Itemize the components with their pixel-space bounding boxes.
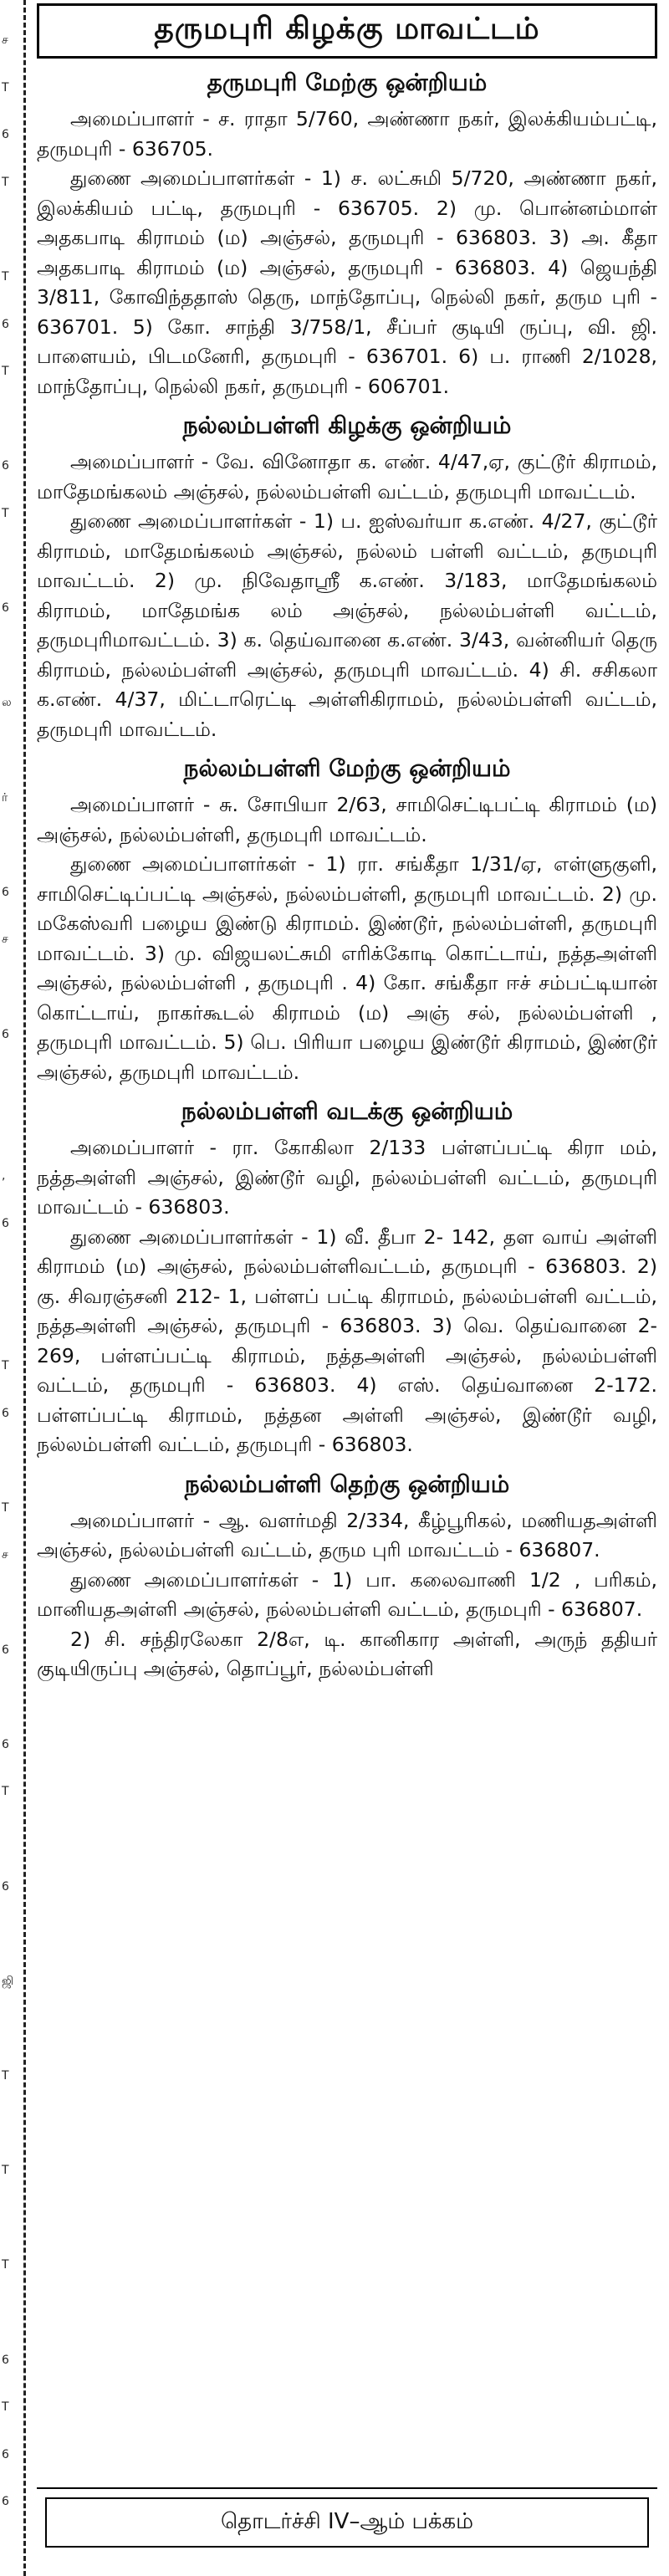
gutter-fragment: 6 (2, 885, 9, 899)
deputy-organizers-paragraph: துணை அமைப்பாளர்கள் - 1) வீ. தீபா 2- 142, தள வாய் அள்ளி கிராமம் (ம) அஞ்சல், நல்லம்பள்ளிவட்டம், தருமபுரி - 636803. 2) கு. சிவரஞ்சனி 212- 1, பள்ளப் பட்டி கிராமம், நல்லம்பள்ளி வட்டம், நத்தஅள்ளி அஞ்சல், தருமபுரி - 636803. 3) வெ. தெய்வானை 2-269, பள்ளப்பட்டி கிராமம், நத்தஅள்ளி அஞ்சல், நல்லம்பள்ளி வட்டம், தருமபுரி - 636803. 4) எஸ். தெய்வானை 2-172. பள்ளப்பட்டி கிராமம், நத்தன அள்ளி அஞ்சல், இண்டூர் வழி, நல்லம்பள்ளி வட்டம், தருமபுரி - 636803. (37, 1224, 657, 1456)
gutter-fragment: ர் (2, 790, 8, 805)
deputy-organizers-paragraph: துணை அமைப்பாளர்கள் - 1) ப. ஐஸ்வர்யா க.எண். 4/27, குட்டூர் கிராமம், மாதேமங்கலம் அஞ்சல், நல்லம் பள்ளி வட்டம், தருமபுரி மாவட்டம். 2) மு. நிவேதாஸ்ரீ க.எண். 3/183, மாதேமங்கலம் கிராமம், மாதேமங்க லம் அஞ்சல், நல்லம்பள்ளி வட்டம், தருமபுரிமாவட்டம். 3) க. தெய்வானை க.எண். 3/43, வன்னியர் தெரு கிராமம், நல்லம்பள்ளி அஞ்சல், தருமபுரி மாவட்டம். 4) சி. சசிகலா க.எண். 4/37, மிட்டாரெட்டி அள்ளிகிராமம், நல்லம்பள்ளி வட்டம், தருமபுரி மாவட்டம். (37, 509, 657, 741)
gutter-fragment: ல (2, 696, 12, 710)
section-title: நல்லம்பள்ளி கிழக்கு ஒன்றியம் (182, 411, 512, 439)
gutter-fragment: 6 (2, 128, 9, 142)
gutter-fragment: 6 (2, 2447, 9, 2461)
gutter-fragment: T (2, 2400, 9, 2415)
section-nallampalli-west (37, 754, 657, 1087)
gutter-fragment: 6 (2, 1879, 9, 1894)
section-title: தருமபுரி மேற்கு ஒன்றியம் (207, 69, 488, 96)
gutter-fragment: T (2, 80, 9, 95)
gutter-fragment: T (2, 2068, 9, 2083)
organizer-paragraph: அமைப்பாளர் - வே. வினோதா க. எண். 4/47,ஏ, குட்டூர் கிராமம், மாதேமங்கலம் அஞ்சல், நல்லம்பள்ளி வட்டம், தருமபுரி மாவட்டம். (37, 450, 657, 503)
gutter-fragment: T (2, 507, 9, 521)
gutter-fragment: 6 (2, 1737, 9, 1751)
organizer-paragraph: அமைப்பாளர் - சு. சோபியா 2/63, சாமிசெட்டிபட்டி கிராமம் (ம) அஞ்சல், நல்லம்பள்ளி, தருமபுரி மாவட்டம். (37, 793, 657, 846)
district-title: தருமபுரி கிழக்கு மாவட்டம் (154, 12, 540, 46)
gutter-fragment: 6 (2, 1406, 9, 1420)
deputy-organizers-paragraph: துணை அமைப்பாளர்கள் - 1) ரா. சங்கீதா 1/31/ஏ, எள்ளுகுளி, சாமிசெட்டிப்பட்டி அஞ்சல், நல்லம்பள்ளி, தருமபுரி மாவட்டம். 2) மு. மகேஸ்வரி பழைய இண்டு கிராமம். இண்டூர், நல்லம்பள்ளி, தருமபுரி மாவட்டம். 3) மு. விஜயலட்சுமி எரிக்கோடி கொட்டாய், நத்தஅள்ளி அஞ்சல், நல்லம்பள்ளி , தருமபுரி . 4) கோ. சங்கீதா ஈச் சம்பட்டியான் கொட்டாய், நாகர்கூடல் கிராமம் (ம) அஞ் சல், நல்லம்பள்ளி , தருமபுரி மாவட்டம். 5) பெ. பிரியா பழைய இண்டூர் கிராமம், இண்டூர் அஞ்சல், தருமபுரி மாவட்டம். (37, 852, 657, 1084)
organizer-paragraph: அமைப்பாளர் - ச. ராதா 5/760, அண்ணா நகர், இலக்கியம்பட்டி, தருமபுரி - 636705. (37, 107, 657, 161)
gutter-fragment: 6 (2, 317, 9, 331)
section-title: நல்லம்பள்ளி வடக்கு ஒன்றியம் (181, 1097, 513, 1125)
section-nallampalli-east (37, 411, 657, 744)
gutter-fragment: T (2, 175, 9, 189)
gutter-fragment: 6 (2, 2353, 9, 2367)
gutter-fragment: 6 (2, 1643, 9, 1657)
section-title: நல்லம்பள்ளி மேற்கு ஒன்றியம் (183, 754, 511, 782)
gutter-fragment: 6 (2, 1217, 9, 1231)
gutter-fragment: T (2, 1500, 9, 1515)
section-dharmapuri-west (37, 69, 657, 401)
organizer-paragraph: அமைப்பாளர் - ரா. கோகிலா 2/133 பள்ளப்பட்டி கிரா மம், நத்தஅள்ளி அஞ்சல், இண்டூர் வழி, நல்லம்பள்ளி வட்டம், தருமபுரி மாவட்டம் - 636803. (37, 1136, 657, 1219)
gutter-fragment: 6 (2, 1027, 9, 1041)
gutter-fragment: 6 (2, 2495, 9, 2509)
gutter-fragment: , (2, 1169, 6, 1183)
gutter-fragment: ச (2, 33, 8, 47)
left-gutter-fragments (0, 0, 18, 2576)
gutter-fragment: ஜி (2, 1974, 14, 1988)
section-nallampalli-north (37, 1097, 657, 1460)
footer-rule (37, 2487, 657, 2489)
gutter-fragment: ச (2, 933, 8, 947)
organizer-paragraph: அமைப்பாளர் - ஆ. வளர்மதி 2/334, கீழ்பூரிகல், மணியதஅள்ளி அஞ்சல், நல்லம்பள்ளி வட்டம், தரும புரி மாவட்டம் - 636807. (37, 1508, 657, 1561)
section-nallampalli-south (37, 1470, 657, 1684)
gutter-fragment: 6 (2, 459, 9, 473)
continuation-box (45, 2497, 649, 2548)
deputy-organizers-continued: 2) சி. சந்திரலேகா 2/8எ, டி. கானிகார அள்ளி, அருந் ததியர் குடியிருப்பு அஞ்சல், தொப்பூர், நல்லம்பள்ளி (37, 1627, 657, 1680)
gutter-fragment: ச (2, 1548, 8, 1562)
article-column (37, 0, 657, 2576)
gutter-fragment: T (2, 1358, 9, 1372)
gutter-fragment: 6 (2, 601, 9, 616)
deputy-organizers-paragraph: துணை அமைப்பாளர்கள் - 1) பா. கலைவாணி 1/2 , பரிகம், மானியதஅள்ளி அஞ்சல், நல்லம்பள்ளி வட்டம், தருமபுரி - 636807. (37, 1567, 657, 1621)
continuation-text: தொடர்ச்சி IV–ஆம் பக்கம் (220, 2508, 474, 2534)
gutter-fragment: T (2, 365, 9, 379)
header-box (37, 3, 657, 59)
column-dashed-divider (23, 0, 26, 2576)
gutter-fragment: T (2, 2164, 9, 2178)
gutter-fragment: T (2, 2258, 9, 2272)
gutter-fragment: T (2, 1785, 9, 1799)
gutter-fragment: T (2, 270, 9, 284)
section-title: நல்லம்பள்ளி தெற்கு ஒன்றியம் (184, 1469, 510, 1498)
deputy-organizers-paragraph: துணை அமைப்பாளர்கள் - 1) ச. லட்சுமி 5/720, அண்ணா நகர், இலக்கியம் பட்டி, தருமபுரி - 636705. 2) மு. பொன்னம்மாள் அதகபாடி கிராமம் (ம) அஞ்சல், தருமபுரி - 636803. 3) அ. கீதா அதகபாடி கிராமம் (ம) அஞ்சல், தருமபுரி - 636803. 4) ஜெயந்தி 3/811, கோவிந்ததாஸ் தெரு, மாந்தோப்பு, நெல்லி நகர், தரும புரி - 636701. 5) கோ. சாந்தி 3/758/1, சீப்பர் குடியி ருப்பு, வி. ஜி. பாளையம், பிடமனேரி, தருமபுரி - 636701. 6) ப. ராணி 2/1028, மாந்தோப்பு, நெல்லி நகர், தருமபுரி - 606701. (37, 166, 657, 398)
